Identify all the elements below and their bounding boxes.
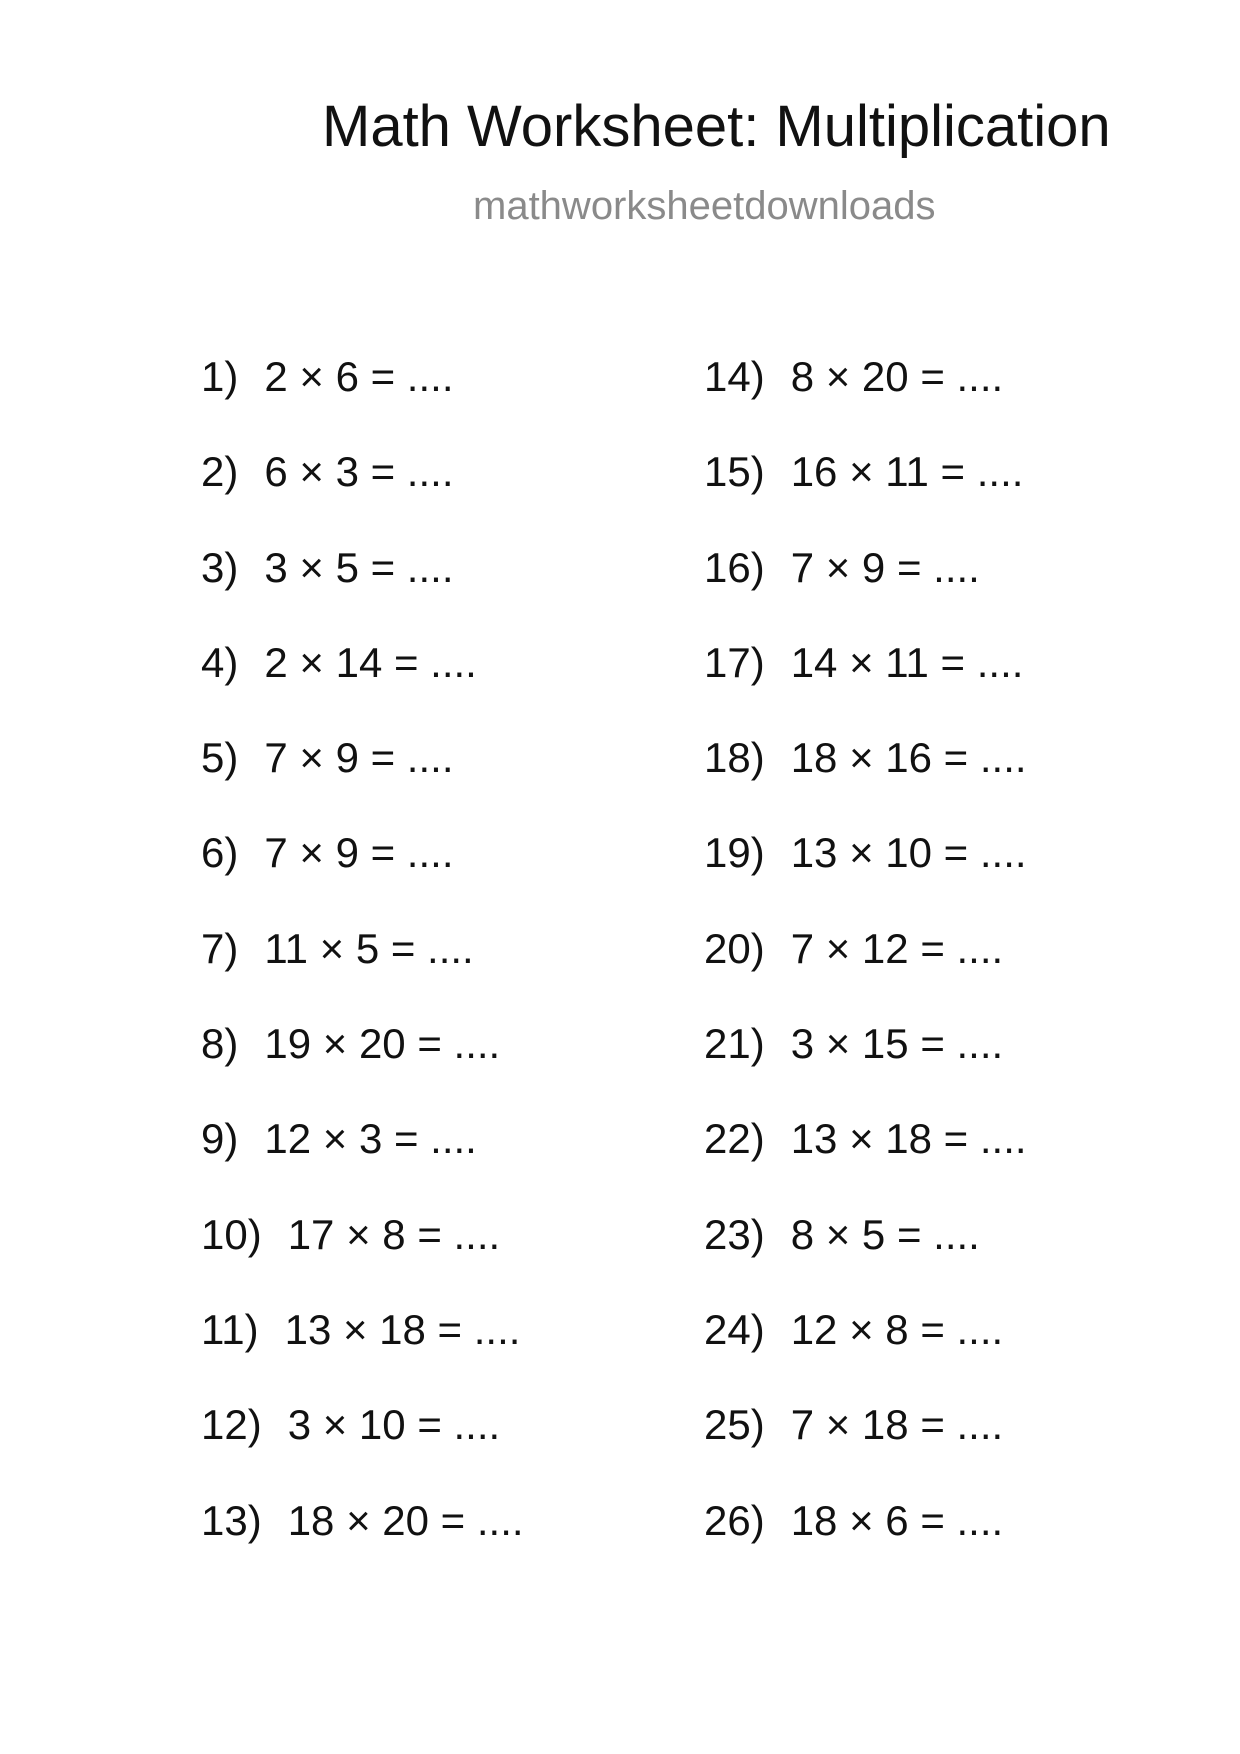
problem-24	[704, 1305, 1027, 1404]
problem-expression: 14 × 11 = ....	[790, 638, 1024, 686]
problem-7	[201, 924, 524, 1023]
problem-3	[201, 543, 524, 642]
problem-number: 1)	[201, 353, 239, 400]
problem-number: 2)	[201, 448, 239, 496]
problem-number: 20)	[704, 924, 765, 972]
problem-column-right	[704, 353, 1027, 1595]
problem-number: 4)	[201, 638, 239, 686]
problem-20	[704, 924, 1027, 1023]
problem-number: 5)	[201, 734, 239, 782]
problem-number: 22)	[704, 1115, 765, 1163]
problem-expression: 11 × 5 = ....	[264, 924, 474, 972]
problem-expression: 12 × 3 = ....	[264, 1115, 477, 1163]
problem-8	[201, 1020, 524, 1118]
problem-17	[704, 638, 1027, 737]
problem-12	[201, 1401, 524, 1499]
problem-number: 25)	[704, 1401, 765, 1449]
problem-25	[704, 1401, 1027, 1499]
problem-22	[704, 1115, 1027, 1213]
problem-number: 19)	[704, 829, 765, 877]
problem-number: 21)	[704, 1020, 765, 1068]
problem-expression: 12 × 8 = ....	[790, 1305, 1004, 1353]
problem-expression: 17 × 8 = ....	[287, 1210, 501, 1258]
problem-expression: 3 × 5 = ....	[264, 543, 454, 591]
problem-expression: 7 × 9 = ....	[264, 734, 454, 782]
problem-number: 7)	[201, 924, 239, 972]
problem-number: 9)	[201, 1115, 239, 1163]
problem-expression: 13 × 10 = ....	[790, 829, 1027, 877]
problem-11	[201, 1305, 524, 1404]
problem-expression: 3 × 10 = ....	[287, 1401, 501, 1449]
problem-16	[704, 543, 1027, 642]
problem-23	[704, 1210, 1027, 1309]
problem-expression: 7 × 9 = ....	[790, 543, 980, 591]
problem-1	[201, 353, 524, 451]
problem-expression: 6 × 3 = ....	[264, 448, 454, 496]
problem-19	[704, 829, 1027, 927]
problem-number: 18)	[704, 734, 765, 782]
problem-26	[704, 1496, 1027, 1595]
problem-number: 17)	[704, 638, 765, 686]
problem-number: 24)	[704, 1305, 765, 1353]
problem-column-left	[201, 353, 524, 1595]
problem-21	[704, 1020, 1027, 1118]
problem-expression: 19 × 20 = ....	[264, 1020, 501, 1068]
problem-expression: 2 × 6 = ....	[264, 353, 454, 400]
problem-number: 10)	[201, 1210, 262, 1258]
problem-13	[201, 1496, 524, 1595]
problem-number: 12)	[201, 1401, 262, 1449]
problem-4	[201, 638, 524, 737]
site-name: mathworksheetdownloads	[473, 184, 936, 228]
problem-expression: 8 × 5 = ....	[790, 1210, 980, 1258]
problem-10	[201, 1210, 524, 1309]
page-title: Math Worksheet: Multiplication	[322, 94, 1111, 159]
problem-14	[704, 353, 1027, 451]
problem-expression: 2 × 14 = ....	[264, 638, 477, 686]
problem-number: 11)	[201, 1305, 259, 1353]
problem-6	[201, 829, 524, 927]
problem-number: 8)	[201, 1020, 239, 1068]
problem-number: 3)	[201, 543, 239, 591]
problem-number: 14)	[704, 353, 765, 400]
problem-9	[201, 1115, 524, 1213]
problem-expression: 18 × 20 = ....	[287, 1496, 524, 1544]
problem-number: 16)	[704, 543, 765, 591]
problem-expression: 8 × 20 = ....	[790, 353, 1004, 400]
problem-expression: 13 × 18 = ....	[284, 1305, 521, 1353]
problem-number: 15)	[704, 448, 765, 496]
problem-expression: 16 × 11 = ....	[790, 448, 1024, 496]
problem-number: 23)	[704, 1210, 765, 1258]
problem-18	[704, 734, 1027, 832]
problem-2	[201, 448, 524, 546]
problem-expression: 7 × 9 = ....	[264, 829, 454, 877]
problem-expression: 13 × 18 = ....	[790, 1115, 1027, 1163]
problem-expression: 3 × 15 = ....	[790, 1020, 1004, 1068]
problem-expression: 18 × 16 = ....	[790, 734, 1027, 782]
problem-15	[704, 448, 1027, 546]
problem-expression: 7 × 18 = ....	[790, 1401, 1004, 1449]
problem-expression: 7 × 12 = ....	[790, 924, 1004, 972]
problem-number: 13)	[201, 1496, 262, 1544]
problem-expression: 18 × 6 = ....	[790, 1496, 1004, 1544]
problem-5	[201, 734, 524, 832]
problem-number: 26)	[704, 1496, 765, 1544]
problem-number: 6)	[201, 829, 239, 877]
